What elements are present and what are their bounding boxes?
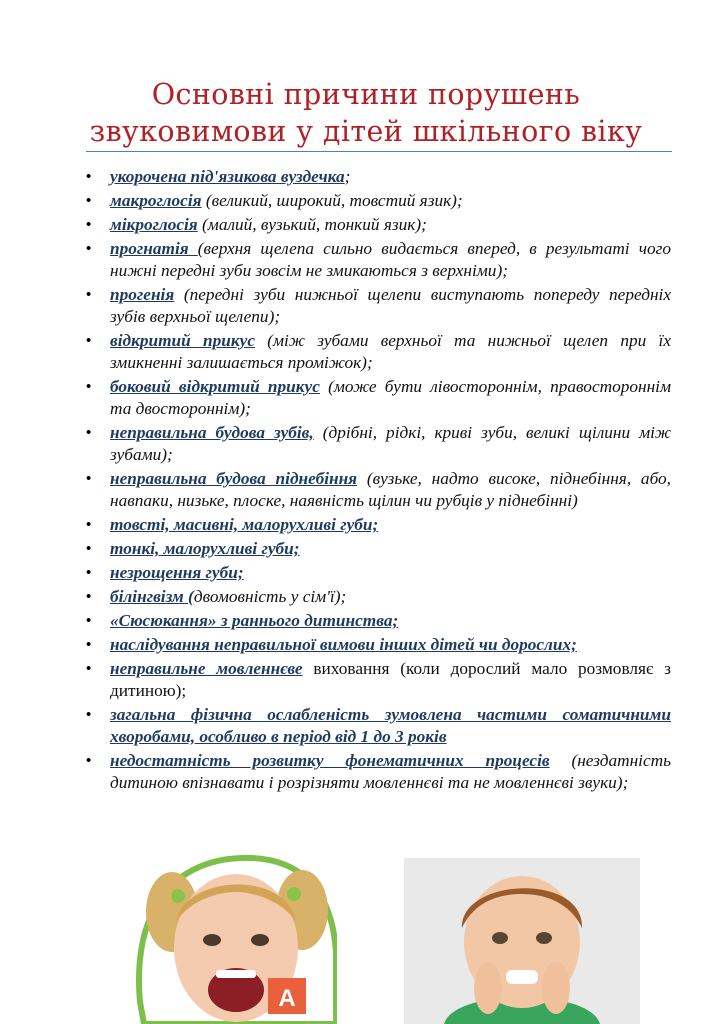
cause-term: макроглосія [110,191,202,210]
cause-description: (великий, широкий, товстий язик); [201,191,463,210]
cause-description: (верхня щелепа сильно видається вперед, в результаті чого нижні передні зуби зовсім не змикаються з верхніми); [110,239,671,280]
list-item [86,514,671,536]
bullet-icon: • [86,752,92,769]
cause-term: «Сюсюкання» з раннього дитинства; [110,611,399,630]
list-item [86,750,671,794]
cause-term: прогенія [110,285,175,304]
bullet-icon: • [86,286,92,303]
cause-description: (може бути лівостороннім, правостороннім та двостороннім); [110,377,671,418]
bullet-icon: • [86,332,92,349]
cause-description: ; [344,167,351,186]
bullet-icon: • [86,660,92,677]
list-item [86,190,671,212]
causes-list [86,166,671,796]
cause-term: товсті, масивні, малорухливі губи; [110,515,379,534]
bullet-icon: • [86,240,92,257]
list-item [86,376,671,420]
cause-term: боковий відкритий прикус [110,377,320,396]
cause-description: (нездатність дитиною впізнавати і розрізняти мовленнєві та не мовленнєві звуки); [110,751,671,792]
cause-description: (дрібні, рідкі, криві зуби, великі щілини між зубами); [110,423,671,464]
title-line-2: звуковимови у дітей шкільного віку [89,115,643,148]
girl-photo [132,852,337,1024]
list-item [86,704,671,748]
bullet-icon: • [86,216,92,233]
bullet-icon: • [86,612,92,629]
list-item [86,166,671,188]
list-item [86,610,671,632]
cause-term: прогнатія [110,239,198,258]
bullet-icon: • [86,588,92,605]
cause-description: (вузьке, надто високе, піднебіння, або, навпаки, низьке, плоске, наявність щілин чи рубців у піднебінні) [110,469,671,510]
cause-term: неправильна будова зубів, [110,423,314,442]
list-item [86,422,671,466]
left-hand [474,962,502,1014]
bullet-icon: • [86,564,92,581]
list-item [86,238,671,282]
cause-description: виховання (коли дорослий мало розмовляє з дитиною); [110,659,671,700]
cause-term: недостатність розвитку фонематичних процесів [110,751,550,770]
list-item [86,562,671,584]
list-item [86,214,671,236]
bullet-icon: • [86,424,92,441]
bullet-icon: • [86,470,92,487]
bullet-icon: • [86,540,92,557]
cause-term: неправильна будова піднебіння [110,469,358,488]
bullet-icon: • [86,516,92,533]
boy-photo [404,858,640,1024]
cause-term: білінгвізм ( [110,587,194,606]
cause-term: укорочена під'язикова вуздечка [110,167,345,186]
page-title [60,76,672,150]
bullet-icon: • [86,192,92,209]
bullet-icon: • [86,168,92,185]
list-item [86,586,671,608]
cause-description: (передні зуби нижньої щелепи виступають попереду передніх зубів верхньої щелепи); [110,285,671,326]
title-line-1: Основні причини порушень [151,78,581,111]
list-item [86,658,671,702]
list-item [86,468,671,512]
title-divider [86,151,672,152]
right-hand [542,962,570,1014]
cause-term: мікроглосія [110,215,198,234]
list-item [86,284,671,328]
cause-term: відкритий прикус [110,331,255,350]
bullet-icon: • [86,378,92,395]
bullet-icon: • [86,706,92,723]
cause-term: наслідування неправильної вимови інших дітей чи дорослих; [110,635,577,654]
cause-description: (малий, вузький, тонкий язик); [197,215,427,234]
list-item [86,538,671,560]
cause-term: неправильне мовленнєве [110,659,303,678]
cause-term: тонкі, малорухливі губи; [110,539,300,558]
cause-term: загальна фізична ослабленість зумовлена частими соматичними хворобами, особливо в період від 1 до 3 років [110,705,671,746]
cause-description: двомовність у сім'ї); [193,587,347,606]
bullet-icon: • [86,636,92,653]
list-item [86,634,671,656]
block-letter: A [278,985,296,1012]
cause-description: (між зубами верхньої та нижньої щелеп при їх змикненні залишається проміжок); [110,331,671,372]
list-item [86,330,671,374]
cause-term: незрощення губи; [110,563,244,582]
